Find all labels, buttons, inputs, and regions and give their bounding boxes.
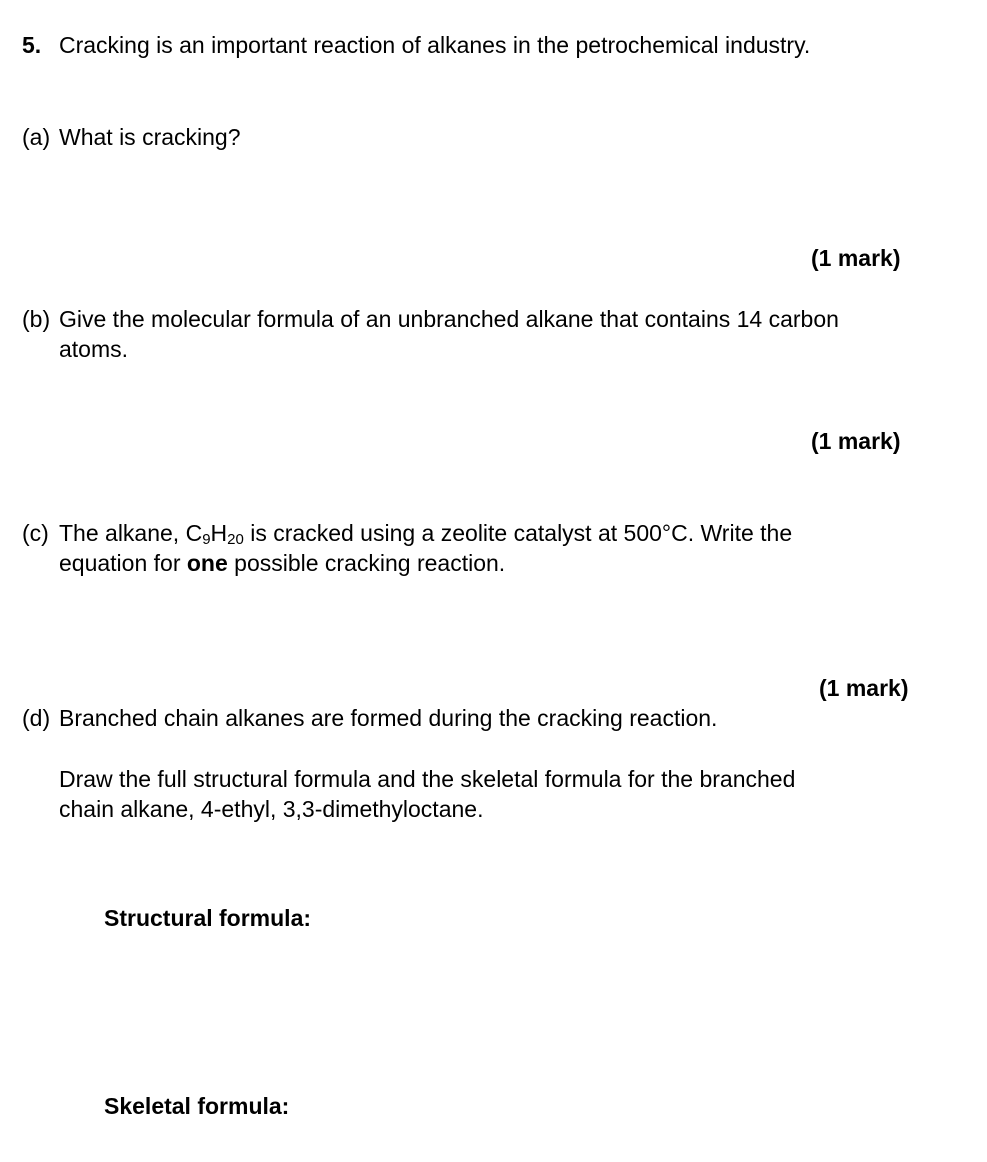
part-d-instruction-line1: Draw the full structural formula and the skeletal formula for the branched bbox=[59, 766, 796, 792]
question-number: 5. bbox=[22, 32, 42, 58]
hydrogen-subscript: 20 bbox=[227, 531, 244, 548]
part-b-text-line1: Give the molecular formula of an unbranched alkane that contains 14 carbon bbox=[59, 306, 839, 332]
part-b-marks: (1 mark) bbox=[811, 428, 901, 454]
part-a-label: (a) bbox=[22, 124, 51, 150]
part-c-line1-pre: The alkane, C bbox=[59, 520, 203, 546]
part-c-emphasis-one: one bbox=[186, 550, 228, 576]
skeletal-formula-label: Skeletal formula: bbox=[104, 1093, 290, 1119]
part-b-label: (b) bbox=[22, 306, 51, 332]
part-a-marks: (1 mark) bbox=[811, 245, 901, 271]
part-c-line2-pre: equation for bbox=[59, 550, 187, 576]
part-c-line1-post: is cracked using a zeolite catalyst at 500°C. Write the bbox=[243, 520, 793, 546]
part-c-marks: (1 mark) bbox=[819, 675, 909, 701]
part-c-text-line2 bbox=[59, 548, 505, 578]
part-d-text: Branched chain alkanes are formed during the cracking reaction. bbox=[59, 705, 718, 731]
part-b-text-line2: atoms. bbox=[59, 336, 129, 362]
question-intro: Cracking is an important reaction of alkanes in the petrochemical industry. bbox=[59, 32, 811, 58]
carbon-subscript: 9 bbox=[202, 531, 211, 548]
part-d-instruction-line2: chain alkane, 4-ethyl, 3,3-dimethyloctane. bbox=[59, 796, 484, 822]
part-c-label: (c) bbox=[22, 520, 49, 546]
hydrogen-symbol: H bbox=[210, 520, 228, 546]
structural-formula-label: Structural formula: bbox=[104, 905, 312, 931]
part-c-text-line1 bbox=[59, 518, 792, 548]
part-d-label: (d) bbox=[22, 705, 51, 731]
part-c-line2-post: possible cracking reaction. bbox=[227, 550, 506, 576]
part-a-text: What is cracking? bbox=[59, 124, 241, 150]
